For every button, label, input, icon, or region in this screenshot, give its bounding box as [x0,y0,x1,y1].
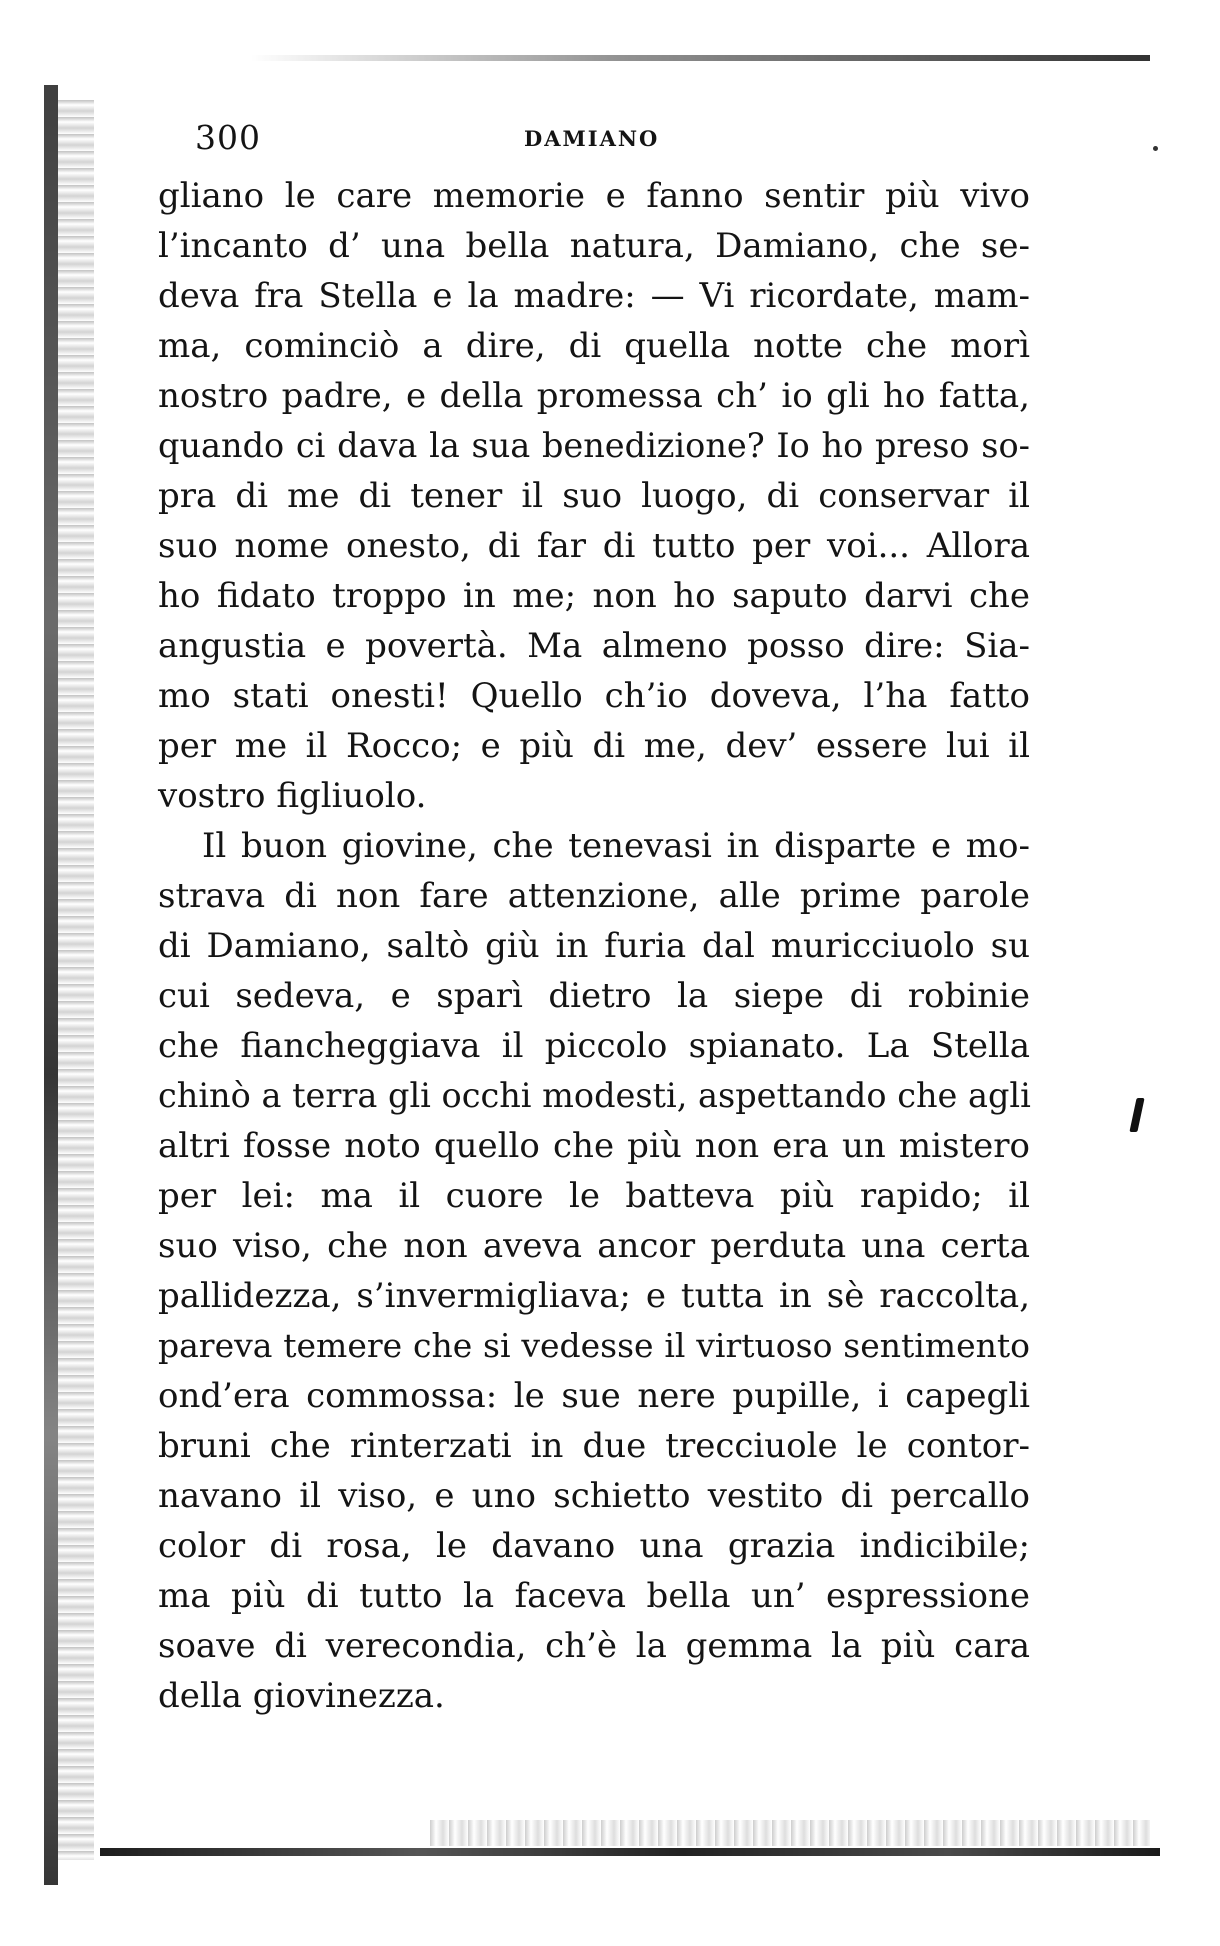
paragraph-2 [158,821,1030,1721]
text-line: color di rosa, le davano una grazia indicibile; [158,1526,1030,1566]
text-line: nostro padre, e della promessa ch’ io gli ho fatta, [158,376,1030,416]
text-line: suo nome onesto, di far di tutto per voi... Allora [158,526,1030,566]
text-line: soave di verecondia, ch’è la gemma la più cara [158,1626,1030,1666]
text-line: di Damiano, saltò giù in furia dal muricciuolo su [158,926,1030,966]
text-line: per lei: ma il cuore le batteva più rapido; il [158,1176,1030,1216]
text-line: strava di non fare attenzione, alle prime parole [158,876,1030,916]
text-line: chinò a terra gli occhi modesti, aspettando che agli [158,1076,1031,1115]
page-number: 300 [195,118,261,157]
text-line: ma, cominciò a dire, di quella notte che morì [158,326,1030,366]
text-line: ho fidato troppo in me; non ho saputo darvi che [158,576,1030,616]
text-line: navano il viso, e uno schietto vestito di percallo [158,1476,1030,1516]
text-line: suo viso, che non aveva ancor perduta una certa [158,1226,1030,1266]
page-top-edge [250,55,1150,61]
text-line: per me il Rocco; e più di me, dev’ essere lui il [158,726,1030,766]
text-line: altri fosse noto quello che più non era un mistero [158,1126,1030,1166]
running-title: DAMIANO [524,126,660,151]
text-line: vostro figliuolo. [158,776,427,816]
paragraph-1 [158,171,1030,821]
text-line: Il buon giovine, che tenevasi in disparte e mo- [202,826,1030,866]
text-line: angustia e povertà. Ma almeno posso dire: Sia- [158,626,1030,666]
page-binding-shadow [58,100,94,1860]
text-line: della giovinezza. [158,1676,445,1716]
ink-speck [1153,146,1158,151]
text-line: bruni che rinterzati in due trecciuole le contor- [158,1426,1030,1466]
page-bottom-edge [100,1848,1160,1856]
text-line: pallidezza, s’invermigliava; e tutta in sè raccolta, [158,1276,1030,1316]
text-line: cui sedeva, e sparì dietro la siepe di robinie [158,976,1030,1016]
page-binding-edge [44,85,58,1885]
text-line: che fiancheggiava il piccolo spianato. La Stella [158,1026,1030,1066]
text-line: l’incanto d’ una bella natura, Damiano, che se- [158,226,1030,266]
ink-mark [1129,1098,1144,1132]
running-head [195,118,1015,158]
text-line: gliano le care memorie e fanno sentir più vivo [158,176,1030,216]
body-text [158,171,1030,1721]
text-line: ma più di tutto la faceva bella un’ espressione [158,1576,1030,1616]
page-bottom-shadow [430,1820,1150,1846]
text-line: pra di me di tener il suo luogo, di conservar il [158,476,1030,516]
text-line: pareva temere che si vedesse il virtuoso sentimento [158,1326,1030,1365]
text-line: quando ci dava la sua benedizione? Io ho preso so- [158,426,1030,465]
text-line: ond’era commossa: le sue nere pupille, i capegli [158,1376,1030,1416]
text-line: mo stati onesti! Quello ch’io doveva, l’ha fatto [158,676,1030,716]
text-line: deva fra Stella e la madre: — Vi ricordate, mam- [158,276,1030,316]
